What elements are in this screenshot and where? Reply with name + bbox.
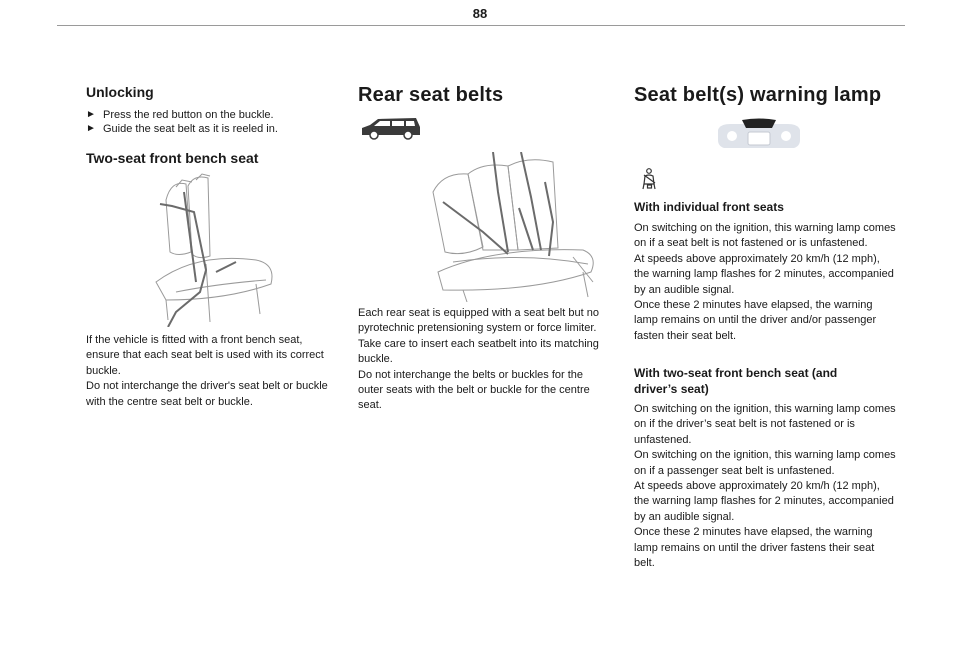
- front-bench-seat-illustration: [136, 172, 306, 327]
- vehicle-silhouette-icon: [360, 115, 422, 141]
- rear-belts-text: Each rear seat is equipped with a seat belt but no pyrotechnic pretensioning system or force limiter. Take care to insert each seatbelt into its matching buckle. Do not interchange the belts or buckles for the outer seats with the belt or buckle for the centre seat.: [358, 307, 599, 412]
- instrument-panel-icon: [716, 118, 802, 152]
- individual-seats-heading: With individual front seats: [634, 200, 784, 214]
- unlocking-step: ► Press the red button on the buckle.: [86, 108, 278, 122]
- unlocking-steps: [86, 108, 278, 136]
- bench-seat-heading: Two-seat front bench seat: [86, 150, 259, 166]
- header-divider: [57, 25, 905, 26]
- bench-seat-text: If the vehicle is fitted with a front bench seat, ensure that each seat belt is used with its correct buckle. Do not interchange the driver's seat belt or buckle with the centre seat belt or buckle.: [86, 334, 328, 408]
- warning-lamp-heading: Seat belt(s) warning lamp: [634, 84, 882, 106]
- bench-driver-seat-text: On switching on the ignition, this warning lamp comes on if the driver’s seat belt is not fastened or is unfastened. On switching on the ignition, this warning lamp comes on if a passenger seat belt is unfastened. At speeds above approximately 20 km/h (12 mph), the warning lamp flashes for 2 minutes, accompanied by an audible signal. Once these 2 minutes have elapsed, the warning lamp remains on until the driver fastens their seat belt.: [634, 403, 896, 570]
- bench-driver-seat-heading: With two-seat front bench seat (and driver’s seat): [634, 366, 838, 396]
- seat-belt-warning-icon: [640, 168, 658, 190]
- page-number: 88: [472, 6, 488, 21]
- individual-seats-text: On switching on the ignition, this warning lamp comes on if a seat belt is not fastened or is unfastened. At speeds above approximately 20 km/h (12 mph), the warning lamp flashes for 2 minutes, accompanied by an audible signal. Once these 2 minutes have elapsed, the warning lamp remains on until the driver and/or passenger fasten their seat belt.: [634, 222, 896, 342]
- unlocking-step: ► Guide the seat belt as it is reeled in.: [86, 122, 278, 136]
- unlocking-heading: Unlocking: [86, 84, 154, 100]
- rear-seats-illustration: [423, 152, 608, 302]
- rear-belts-heading: Rear seat belts: [358, 84, 504, 106]
